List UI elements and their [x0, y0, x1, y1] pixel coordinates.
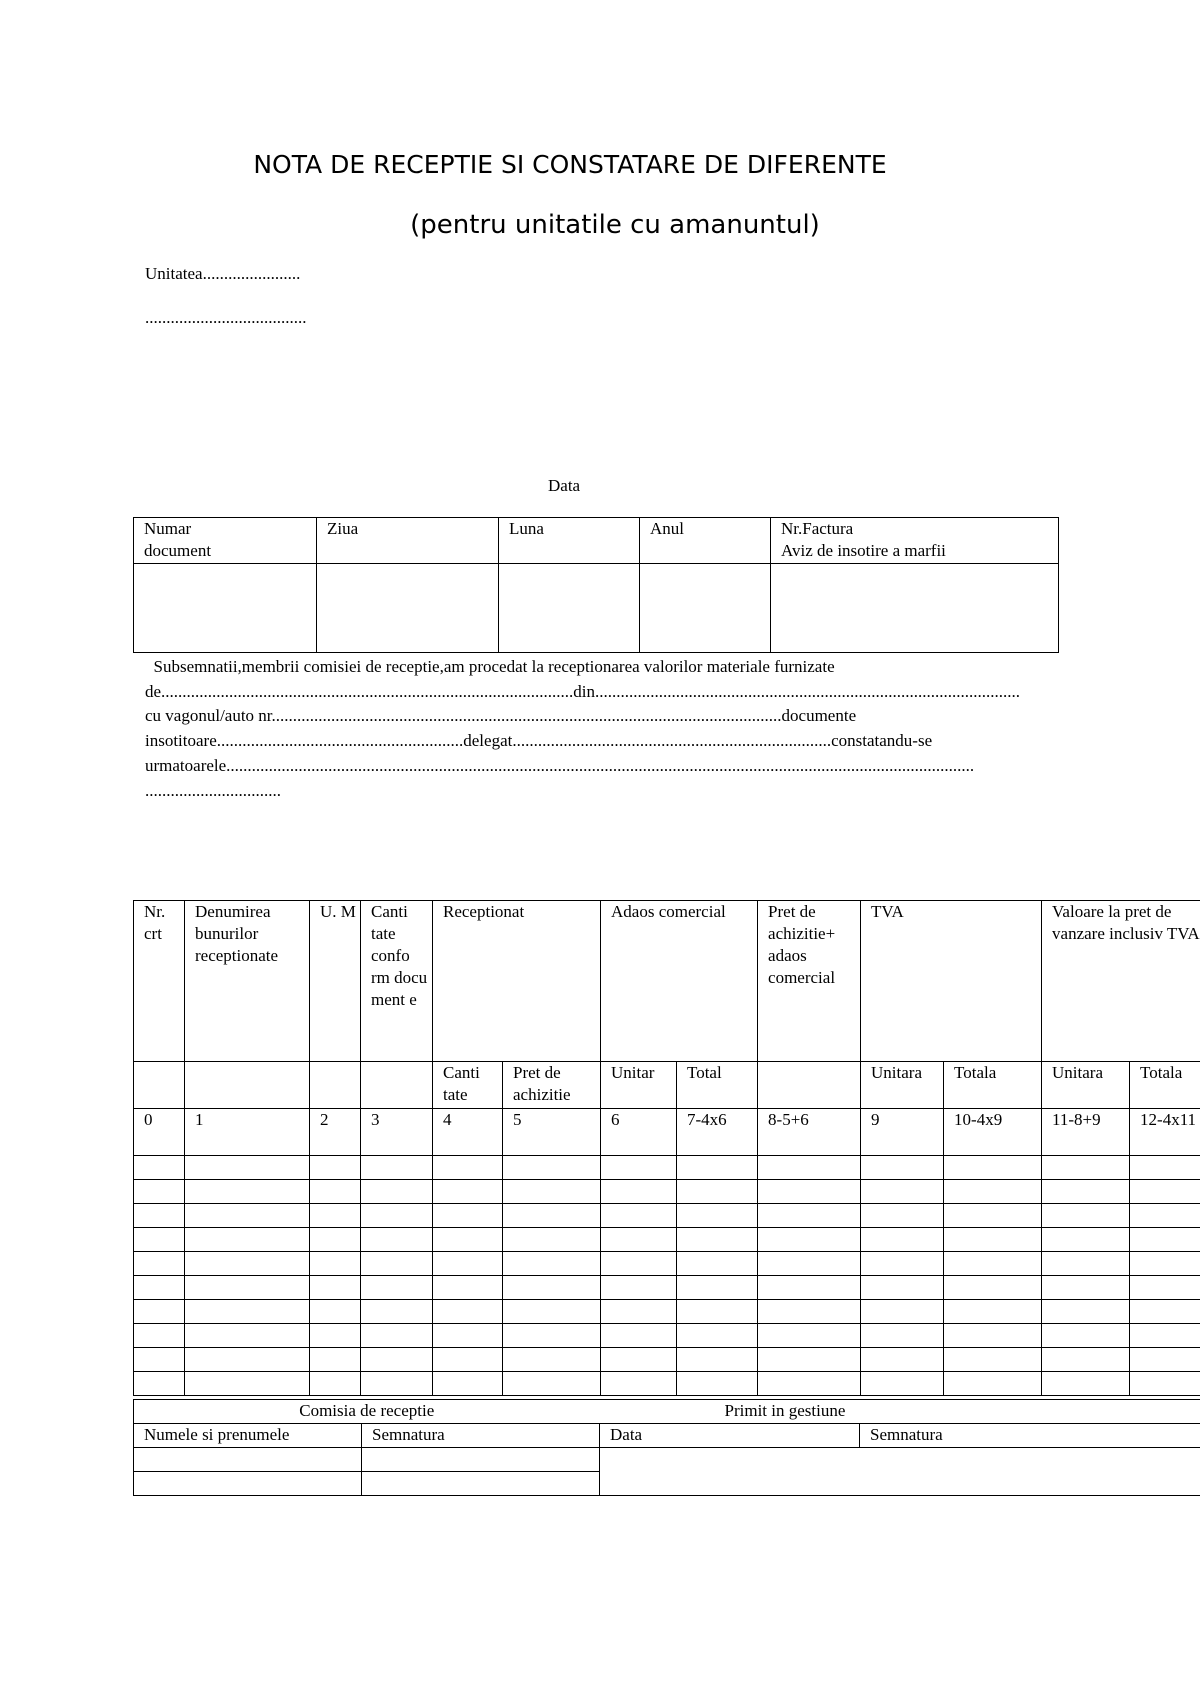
column-index: 2 [310, 1109, 361, 1156]
table-cell[interactable] [758, 1324, 861, 1348]
um-header: U. M [310, 901, 361, 1062]
table-cell[interactable] [503, 1276, 601, 1300]
document-subtitle: (pentru unitatile cu amanuntul) [410, 210, 820, 240]
table-row [134, 1252, 1200, 1276]
document-title: NOTA DE RECEPTIE SI CONSTATARE DE DIFERENTE [253, 150, 887, 179]
table-cell[interactable] [185, 1348, 310, 1372]
table-cell[interactable] [185, 1228, 310, 1252]
table-cell[interactable] [433, 1300, 503, 1324]
table-row [134, 1204, 1200, 1228]
table-row [134, 1276, 1200, 1300]
semnatura-header-1: Semnatura [362, 1424, 600, 1448]
table-cell[interactable] [1042, 1180, 1130, 1204]
table-cell[interactable] [185, 1372, 310, 1396]
table-cell[interactable] [758, 1204, 861, 1228]
table-row [134, 1300, 1200, 1324]
signature-table [133, 1399, 1200, 1496]
sub-unitar-header: Unitar [601, 1062, 677, 1109]
column-index: 7-4x6 [677, 1109, 758, 1156]
table-cell[interactable] [944, 1276, 1042, 1300]
table-cell[interactable] [310, 1372, 361, 1396]
table-cell[interactable] [503, 1348, 601, 1372]
table-row [134, 1324, 1200, 1348]
table-cell[interactable] [1042, 1156, 1130, 1180]
adaos-header: Adaos comercial [601, 901, 758, 1062]
table-cell[interactable] [1130, 1348, 1200, 1372]
sub-total-header: Total [677, 1062, 758, 1109]
table-cell[interactable] [944, 1372, 1042, 1396]
table-cell[interactable] [433, 1228, 503, 1252]
commission-paragraph [145, 655, 1050, 803]
sub-pret-achizitie-header: Pret de achizitie [503, 1062, 601, 1109]
table-cell[interactable] [861, 1372, 944, 1396]
table-cell[interactable] [310, 1300, 361, 1324]
table-cell[interactable] [310, 1228, 361, 1252]
table-cell[interactable] [134, 1204, 185, 1228]
table-cell[interactable] [944, 1324, 1042, 1348]
column-index: 4 [433, 1109, 503, 1156]
gestiune-field[interactable] [600, 1448, 1200, 1496]
column-index: 9 [861, 1109, 944, 1156]
unitatea-line: Unitatea....................... [145, 264, 301, 283]
denumirea-header: Denumirea bunurilor receptionate [185, 901, 310, 1062]
table-cell[interactable] [758, 1300, 861, 1324]
table-cell[interactable] [185, 1324, 310, 1348]
table-cell[interactable] [1042, 1372, 1130, 1396]
anul-header: Anul [640, 518, 771, 564]
paragraph-line: ................................ [145, 780, 281, 800]
signature-title-row [134, 1400, 1200, 1424]
table-cell[interactable] [1130, 1372, 1200, 1396]
column-index: 0 [134, 1109, 185, 1156]
table-cell[interactable] [1130, 1300, 1200, 1324]
table-cell[interactable] [677, 1324, 758, 1348]
table-cell[interactable] [677, 1180, 758, 1204]
table-cell[interactable] [185, 1252, 310, 1276]
cantitate-header: Canti tate confo rm docu ment e [361, 901, 433, 1062]
table-cell[interactable] [601, 1204, 677, 1228]
sub-tva-unitara-header: Unitara [861, 1062, 944, 1109]
signature-header-row [134, 1424, 1200, 1448]
table-cell[interactable] [361, 1204, 433, 1228]
sub-cantitate-header: Canti tate [433, 1062, 503, 1109]
comisia-label: Comisia de receptie [134, 1400, 600, 1424]
table-cell[interactable] [1130, 1276, 1200, 1300]
table-cell[interactable] [677, 1348, 758, 1372]
table-cell[interactable] [361, 1156, 433, 1180]
document-info-entry-row [134, 564, 1059, 653]
semnatura-field[interactable] [362, 1448, 600, 1472]
table-cell[interactable] [1042, 1300, 1130, 1324]
table-cell[interactable] [185, 1276, 310, 1300]
table-cell[interactable] [758, 1252, 861, 1276]
table-cell[interactable] [861, 1156, 944, 1180]
table-cell[interactable] [861, 1228, 944, 1252]
table-cell[interactable] [361, 1252, 433, 1276]
paragraph-line: cu vagonul/auto nr........................................................................................................................documente [145, 706, 857, 726]
table-cell[interactable] [861, 1252, 944, 1276]
paragraph-line: urmatoarele................................................................................................................................................................................ [145, 755, 975, 775]
nr-factura-header: Nr.Factura Aviz de insotire a marfii [771, 518, 1059, 564]
table-cell[interactable] [677, 1156, 758, 1180]
data-header: Data [600, 1424, 860, 1448]
table-cell[interactable] [1042, 1276, 1130, 1300]
table-row [134, 1372, 1200, 1396]
luna-field[interactable] [499, 564, 640, 653]
table-cell[interactable] [134, 1156, 185, 1180]
paragraph-line: de.................................................................................................din.................................................................................................... [145, 681, 1021, 701]
table-cell[interactable] [677, 1204, 758, 1228]
table-cell[interactable] [1042, 1228, 1130, 1252]
table-cell[interactable] [134, 1276, 185, 1300]
table-cell[interactable] [185, 1180, 310, 1204]
table-cell[interactable] [758, 1228, 861, 1252]
table-cell[interactable] [310, 1348, 361, 1372]
table-cell[interactable] [134, 1372, 185, 1396]
table-cell[interactable] [503, 1372, 601, 1396]
table-cell[interactable] [433, 1252, 503, 1276]
table-cell[interactable] [677, 1276, 758, 1300]
reception-header-row [134, 901, 1200, 1062]
table-cell[interactable] [134, 1300, 185, 1324]
receptionat-header: Receptionat [433, 901, 601, 1062]
table-cell[interactable] [503, 1300, 601, 1324]
table-cell[interactable] [1042, 1348, 1130, 1372]
paragraph-line: insotitoare..........................................................delegat...........................................................................constatandu-se [145, 731, 933, 751]
table-cell[interactable] [601, 1156, 677, 1180]
table-cell[interactable] [1042, 1324, 1130, 1348]
ziua-field[interactable] [317, 564, 499, 653]
table-cell[interactable] [861, 1276, 944, 1300]
column-index: 10-4x9 [944, 1109, 1042, 1156]
table-cell[interactable] [503, 1324, 601, 1348]
signature-entry-row [134, 1448, 1200, 1472]
table-cell[interactable] [1130, 1180, 1200, 1204]
column-index: 8-5+6 [758, 1109, 861, 1156]
ziua-header: Ziua [317, 518, 499, 564]
column-index: 12-4x11 [1130, 1109, 1200, 1156]
table-cell[interactable] [758, 1276, 861, 1300]
table-cell[interactable] [503, 1156, 601, 1180]
table-cell[interactable] [185, 1204, 310, 1228]
numele-field[interactable] [134, 1472, 362, 1496]
table-cell[interactable] [944, 1180, 1042, 1204]
table-cell[interactable] [433, 1348, 503, 1372]
document-info-table [133, 517, 1059, 653]
table-cell[interactable] [758, 1348, 861, 1372]
table-cell[interactable] [861, 1324, 944, 1348]
table-cell[interactable] [601, 1372, 677, 1396]
table-cell[interactable] [601, 1324, 677, 1348]
table-cell[interactable] [1130, 1156, 1200, 1180]
column-index: 6 [601, 1109, 677, 1156]
table-row [134, 1180, 1200, 1204]
table-cell[interactable] [944, 1228, 1042, 1252]
column-index: 11-8+9 [1042, 1109, 1130, 1156]
sub-valoare-unitara-header: Unitara [1042, 1062, 1130, 1109]
luna-header: Luna [499, 518, 640, 564]
table-cell[interactable] [433, 1180, 503, 1204]
table-cell[interactable] [310, 1180, 361, 1204]
table-cell[interactable] [433, 1372, 503, 1396]
empty-rows [134, 1156, 1200, 1396]
table-cell[interactable] [944, 1300, 1042, 1324]
table-cell[interactable] [503, 1180, 601, 1204]
table-cell[interactable] [758, 1372, 861, 1396]
anul-field[interactable] [640, 564, 771, 653]
nr-factura-field[interactable] [771, 564, 1059, 653]
table-cell[interactable] [433, 1276, 503, 1300]
semnatura-header-2: Semnatura [860, 1424, 1200, 1448]
table-cell[interactable] [503, 1228, 601, 1252]
table-cell[interactable] [677, 1300, 758, 1324]
table-cell[interactable] [861, 1300, 944, 1324]
table-cell[interactable] [433, 1324, 503, 1348]
table-cell[interactable] [134, 1228, 185, 1252]
valoare-header: Valoare la pret de vanzare inclusiv TVA [1042, 901, 1200, 1062]
tva-header: TVA [861, 901, 1042, 1062]
sub-tva-totala-header: Totala [944, 1062, 1042, 1109]
table-cell[interactable] [310, 1252, 361, 1276]
table-cell[interactable] [433, 1156, 503, 1180]
table-cell[interactable] [361, 1348, 433, 1372]
table-cell[interactable] [677, 1372, 758, 1396]
reception-subheader-row [134, 1062, 1200, 1109]
table-cell[interactable] [134, 1324, 185, 1348]
reception-table [133, 900, 1200, 1396]
table-cell[interactable] [601, 1228, 677, 1252]
table-cell[interactable] [677, 1252, 758, 1276]
table-row [134, 1348, 1200, 1372]
table-cell[interactable] [503, 1252, 601, 1276]
table-cell[interactable] [944, 1252, 1042, 1276]
table-row [134, 1156, 1200, 1180]
unitatea-line-2: ...................................... [145, 308, 307, 327]
column-index-row [134, 1109, 1200, 1156]
table-cell[interactable] [185, 1156, 310, 1180]
primit-label: Primit in gestiune [600, 1400, 1200, 1424]
paragraph-line: Subsemnatii,membrii comisiei de receptie,am procedat la receptionarea valorilor materiale furnizate [145, 657, 835, 676]
table-cell[interactable] [310, 1324, 361, 1348]
table-cell[interactable] [361, 1372, 433, 1396]
table-cell[interactable] [134, 1348, 185, 1372]
column-index: 1 [185, 1109, 310, 1156]
table-cell[interactable] [134, 1252, 185, 1276]
column-index: 3 [361, 1109, 433, 1156]
table-cell[interactable] [310, 1276, 361, 1300]
table-cell[interactable] [310, 1156, 361, 1180]
numele-header: Numele si prenumele [134, 1424, 362, 1448]
table-cell[interactable] [944, 1204, 1042, 1228]
table-cell[interactable] [944, 1156, 1042, 1180]
table-cell[interactable] [1130, 1204, 1200, 1228]
table-cell[interactable] [601, 1300, 677, 1324]
table-cell[interactable] [1042, 1252, 1130, 1276]
table-cell[interactable] [361, 1180, 433, 1204]
table-cell[interactable] [1130, 1228, 1200, 1252]
table-cell[interactable] [861, 1180, 944, 1204]
sub-valoare-totala-header: Totala [1130, 1062, 1200, 1109]
numar-document-field[interactable] [134, 564, 317, 653]
table-cell[interactable] [758, 1180, 861, 1204]
document-info-header-row [134, 518, 1059, 564]
table-cell[interactable] [361, 1228, 433, 1252]
pret-adaos-header: Pret de achizitie+ adaos comercial [758, 901, 861, 1062]
table-cell[interactable] [310, 1204, 361, 1228]
table-cell[interactable] [1042, 1204, 1130, 1228]
column-index: 5 [503, 1109, 601, 1156]
semnatura-field[interactable] [362, 1472, 600, 1496]
table-cell[interactable] [601, 1276, 677, 1300]
table-cell[interactable] [361, 1324, 433, 1348]
table-cell[interactable] [861, 1348, 944, 1372]
data-label: Data [548, 476, 581, 495]
table-cell[interactable] [861, 1204, 944, 1228]
table-cell[interactable] [758, 1156, 861, 1180]
table-cell[interactable] [677, 1228, 758, 1252]
table-cell[interactable] [185, 1300, 310, 1324]
table-cell[interactable] [361, 1300, 433, 1324]
numar-document-header: Numar document [134, 518, 317, 564]
table-cell[interactable] [944, 1348, 1042, 1372]
table-cell[interactable] [601, 1252, 677, 1276]
nr-crt-header: Nr. crt [134, 901, 185, 1062]
table-cell[interactable] [601, 1348, 677, 1372]
table-cell[interactable] [1130, 1324, 1200, 1348]
table-cell[interactable] [503, 1204, 601, 1228]
table-cell[interactable] [361, 1276, 433, 1300]
table-cell[interactable] [601, 1180, 677, 1204]
table-cell[interactable] [433, 1204, 503, 1228]
table-cell[interactable] [1130, 1252, 1200, 1276]
table-row [134, 1228, 1200, 1252]
numele-field[interactable] [134, 1448, 362, 1472]
table-cell[interactable] [134, 1180, 185, 1204]
